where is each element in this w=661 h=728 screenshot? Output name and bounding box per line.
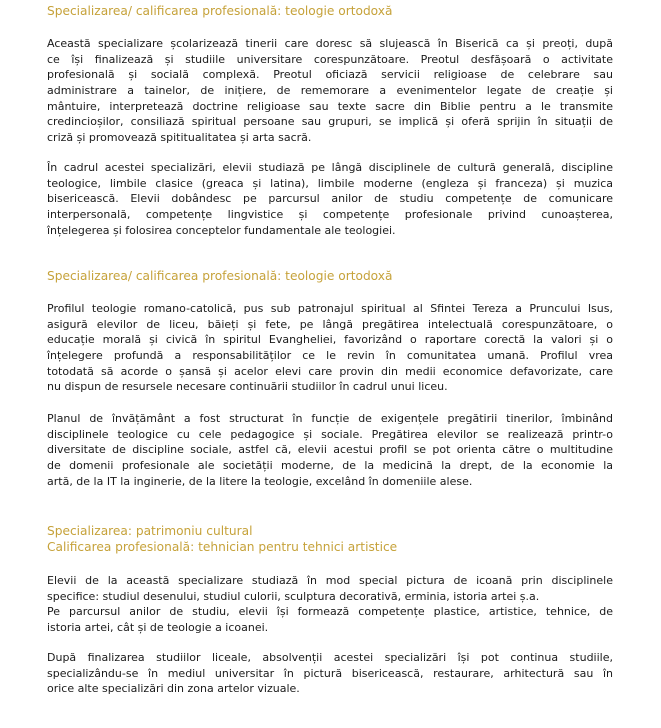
section [47,523,613,696]
paragraph-line: nu dispun de resursele necesare continuării studiilor în cadrul unui liceu. [47,380,448,394]
paragraph [47,160,613,238]
paragraph-line: asigură elevilor de liceu, băieți și fete, pe lângă pregătirea intelectuală corespunzătoare, o [47,317,613,331]
paragraph-line: În cadrul acestei specializări, elevii studiază pe lângă disciplinele de cultură generală, discipline [47,161,613,174]
paragraph-line: orice alte specializări din zona artelor vizuale. [47,682,300,696]
paragraph-line: de domenii profesionale ale societății moderne, de la medicină la drept, de la economie la [47,458,613,472]
paragraph-line: profesională și socială complexă. Preotul oficiază servicii religioase de celebrare sau [47,68,613,82]
section [47,268,613,488]
paragraph-line: specifice: studiul desenului, studiul culorii, sculptura decorativă, erminia, istoria artei ș.a. [47,589,540,603]
paragraph [47,573,613,636]
paragraph-line: Planul de învățământ a fost structurat în funcție de exigențele pregătirii tinerilor, îmbinând [47,412,613,425]
paragraph [47,301,613,395]
paragraph-line: criză și promovează spititualitatea și arta sacră. [47,130,312,144]
paragraph [47,411,613,489]
section [47,3,613,237]
section-heading: Specializarea/ calificarea profesională: teologie ortodoxă [47,269,393,283]
paragraph-line: interpersonală, competențe lingvistice și competențe profesionale privind cunoașterea, [47,207,613,221]
paragraph-line: mântuire, interpretează doctrine religioase sau texte sacre din Biblie pentru a le transmite [47,99,613,113]
paragraph-line: Elevii de la această specializare studiază în mod special pictura de icoană prin disciplinele [47,574,613,587]
paragraph-line: educație morală și civică în spiritul Evangheliei, favorizând o raportare corectă la valori și o [47,333,613,347]
paragraph-line: totodată să acorde o șansă și acelor elevi care provin din medii economice defavorizate, care [47,364,613,378]
paragraph-line: istoria artei, cât și de teologie a icoanei. [47,620,269,634]
paragraph-line: Această specializare școlarizează tinerii care doresc să slujească în Biserică ca și preoți, după [47,37,613,50]
section-heading: Specializarea/ calificarea profesională: teologie ortodoxă [47,4,393,18]
section-heading: Calificarea profesională: tehnician pentru tehnici artistice [47,540,398,554]
paragraph-line: credincioșilor, consiliază spiritual persoane sau grupuri, se implică și oferă sprijin în situații de [47,115,613,129]
paragraph-line: artă, de la IT la inginerie, de la litere la teologie, excelând în domeniile alese. [47,474,473,488]
paragraph-line: înțelegere profundă a responsabilităților ce le revin în comunitatea umană. Profilul vrea [47,348,613,362]
paragraph [47,650,613,697]
paragraph-line: teologice, limbile clasice (greaca și latina), limbile moderne (engleza și franceza) și muzica [47,176,613,190]
paragraph-line: diversitate de discipline sociale, astfel că, elevii acestui profil se pot orienta către o multitudine [47,443,613,457]
paragraph-line: specializându-se în mediul universitar în pictură bisericească, restaurare, arhitectură sau în [47,666,613,680]
section-heading: Specializarea: patrimoniu cultural [47,524,253,538]
paragraph-line: înțelegerea și folosirea conceptelor fundamentale ale teologiei. [47,223,396,237]
paragraph-line: ce își finalizează și studiile universitare corespunzătoare. Preotul desfășoară o activitate [47,52,613,66]
paragraph-line: administrare a tainelor, de inițiere, de rememorare a evenimentelor legate de creație și [47,83,613,97]
paragraph [47,36,613,145]
paragraph-line: bisericească. Elevii dobândesc pe parcursul anilor de studiu competențe de comunicare [47,192,613,206]
paragraph-line: Profilul teologie romano-catolică, pus sub patronajul spiritual al Sfintei Tereza a Pruncului Isus, [47,302,613,315]
paragraph-line: disciplinele teologice cu cele pedagogice și sociale. Pregătirea elevilor se realizează printr-o [47,427,613,441]
paragraph-line: După finalizarea studiilor liceale, absolvenții acestei specializări își pot continua studiile, [47,651,613,664]
paragraph-line: Pe parcursul anilor de studiu, elevii își formează competențe plastice, artistice, tehnice, de [47,605,613,619]
